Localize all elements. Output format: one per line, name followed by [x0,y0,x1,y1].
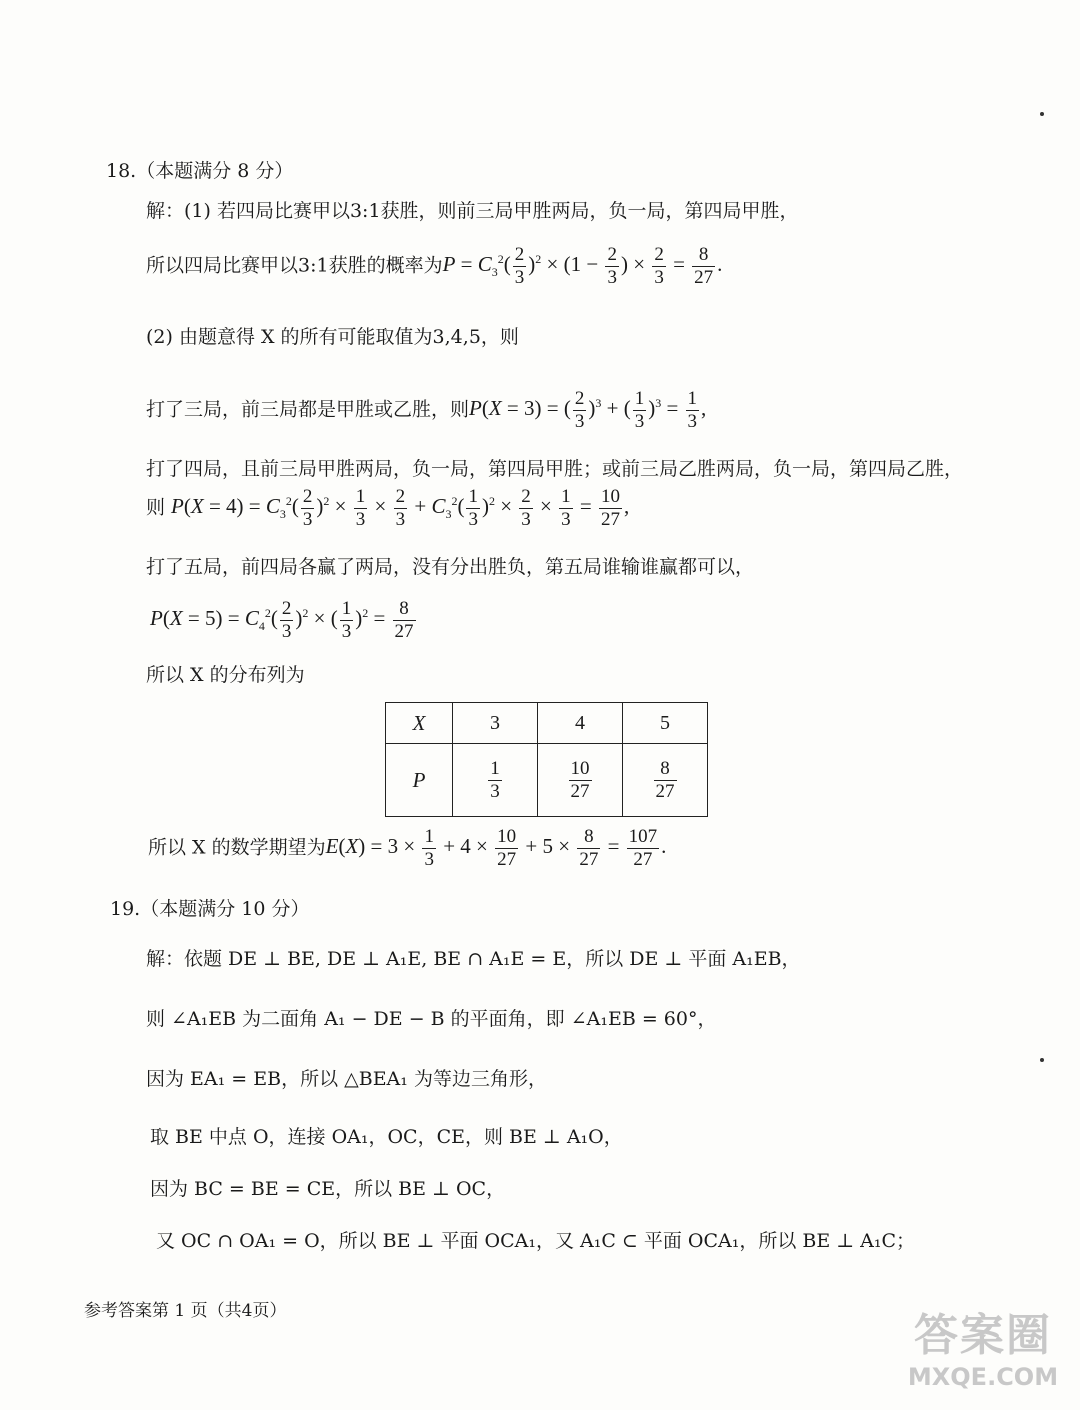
q19-line: 因为 EA₁ = EB，所以 △BEA₁ 为等边三角形， [146,1068,547,1090]
table-cell: $\frac{8}{27}$ [623,744,708,817]
table-row [386,744,708,817]
watermark-logo: 答案圈 MXQE.COM [907,1310,1059,1391]
table-cell: X [386,703,453,744]
q18-five-games-eq: $P(X = 5) = C_4^2$( $\frac{2}{3}$ )$^2$ × ( $\frac{1}{3}$ )$^2$ = $\frac{8}{27}$ [150,598,414,642]
q18-header: 18.（本题满分 8 分） [106,160,294,182]
q19-line: 取 BE 中点 O，连接 OA₁，OC，CE，则 BE ⊥ A₁O， [150,1126,623,1148]
q19-line: 又 OC ∩ OA₁ = O，所以 BE ⊥ 平面 OCA₁，又 A₁C ⊂ 平面 OCA₁，所以 BE ⊥ A₁C； [156,1230,916,1252]
distribution-table [385,702,708,817]
q18-dist-intro: 所以 X 的分布列为 [146,664,305,686]
table-cell: $\frac{1}{3}$ [453,744,538,817]
table-cell: P [386,744,453,817]
q18-four-games-text: 打了四局，且前三局甲胜两局，负一局，第四局甲胜；或前三局乙胜两局，负一局，第四局乙胜， [146,458,964,480]
q18-part2-line1: (2) 由题意得 X 的所有可能取值为3,4,5，则 [146,326,519,348]
q18-five-games-text: 打了五局，前四局各赢了两局，没有分出胜负，第五局谁输谁赢都可以， [146,556,755,578]
table-cell: 5 [623,703,708,744]
q18-three-games: 打了三局，前三局都是甲胜或乙胜，则P(X = 3) = ( $\frac{2}{3}$ )$^3$ + ( $\frac{1}{3}$ )$^3$ = $\frac{1}{3}$ , [146,388,707,432]
table-cell: $\frac{10}{27}$ [538,744,623,817]
q19-line: 因为 BC = BE = CE，所以 BE ⊥ OC， [150,1178,506,1200]
q18-four-games-eq: 则 $P(X = 4) = C_3^2$( $\frac{2}{3}$ )$^2$ × $\frac{1}{3}$ × $\frac{2}{3}$ + $C_3^2$( $\frac{1}{3}$ )$^2$ × $\frac{2}{3}$ × $\frac{1}{3}$ = $\frac{10}{27}$ , [146,486,630,530]
q18-part1-line1: 解：(1) 若四局比赛甲以3:1获胜，则前三局甲胜两局，负一局，第四局甲胜， [146,200,799,222]
table-row [386,703,708,744]
q19-line: 则 ∠A₁EB 为二面角 A₁ − DE − B 的平面角，即 ∠A₁EB = 60°， [146,1008,717,1030]
q19-line: 解：依题 DE ⊥ BE, DE ⊥ A₁E, BE ∩ A₁E = E，所以 DE ⊥ 平面 A₁EB， [146,948,801,970]
page-footer: 参考答案第 1 页（共4页） [84,1301,287,1321]
scan-speck [1040,1058,1044,1062]
q19-header: 19.（本题满分 10 分） [110,898,310,920]
q18-expectation: 所以 X 的数学期望为E(X) = 3 × $\frac{1}{3}$ + 4 × $\frac{10}{27}$ + 5 × $\frac{8}{27}$ = $\frac{107}{27}$ . [148,826,667,870]
scan-speck [1040,112,1044,116]
table-cell: 4 [538,703,623,744]
q18-part1-line2: 所以四局比赛甲以3:1获胜的概率为$P = C_3^2$( $\frac{2}{3}$ )$^2$ × (1 − $\frac{2}{3}$ ) × $\frac{2}{3}$ = $\frac{8}{27}$ . [146,244,723,288]
table-cell: 3 [453,703,538,744]
